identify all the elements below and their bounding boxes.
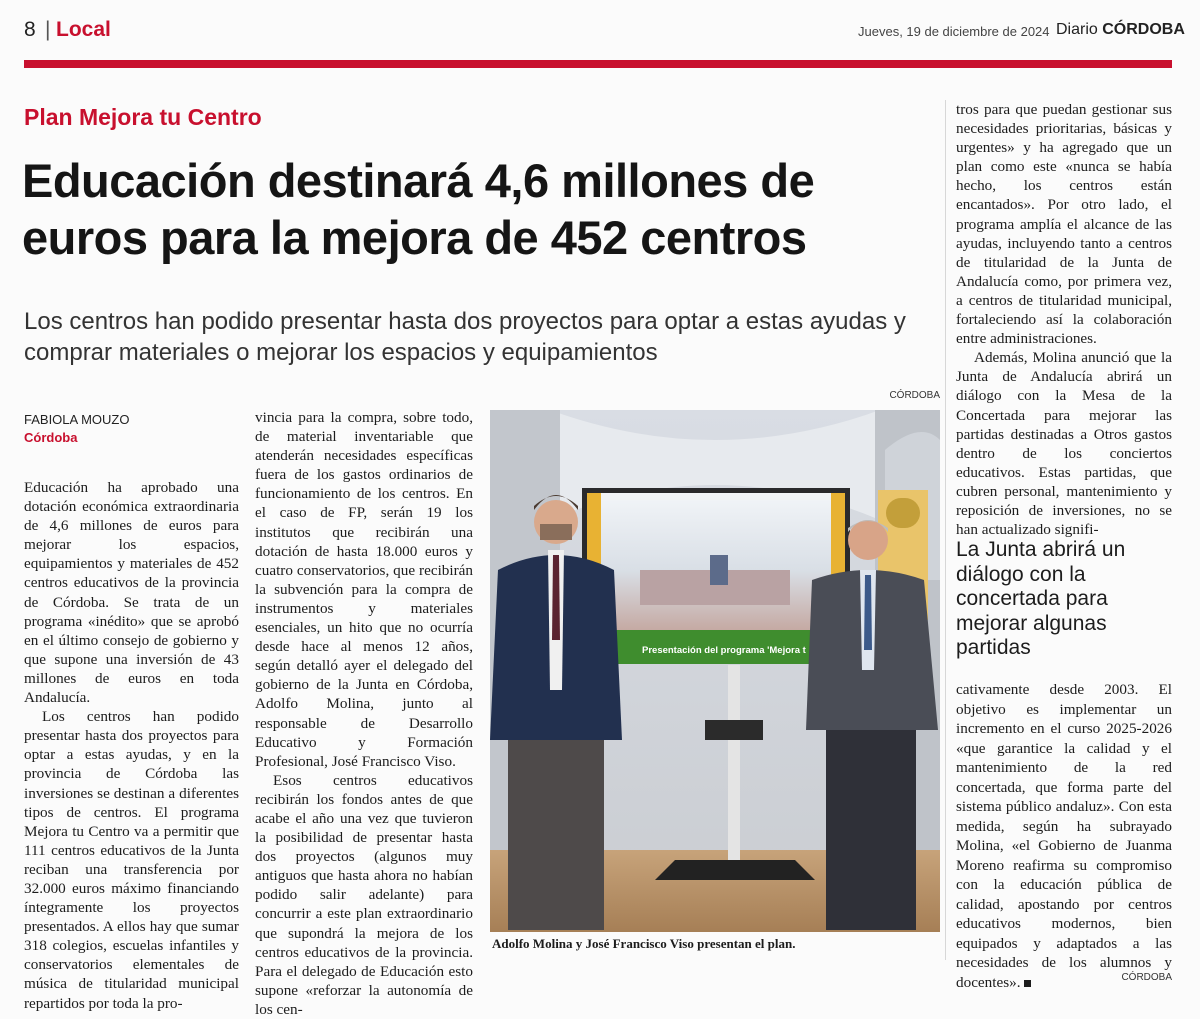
body-column-2 [255,408,473,1019]
newspaper-title: CÓRDOBA [1102,21,1185,38]
article-photo [490,410,940,932]
section-name: Local [56,18,111,41]
page-number: 8 [24,18,36,41]
paragraph: Además, Molina anunció que la Junta de Andalucía abrirá un diálogo con la Mesa de la Concertada para mejorar las partidas destinadas a Otros gastos dentro de los conciertos educativos. Estas partidas, que cubren personal, mantenimiento y reposición de inversiones, no se han actualizado signifi- [956,349,1172,539]
photo-banner-emblem [886,498,920,528]
paragraph-text: cativamente desde 2003. El objetivo es implementar un incremento en el curso 2025-2026 «que garantice la calidad y el mantenimiento de la red concertada, que forma parte del sistema público andaluz». Con esta medida, según ha subrayado Molina, «el Gobierno de Juanma Moreno reafirma su compromiso con la educación pública de calidad, apostando por centros educativos modernos, bien equipados y adaptados a las necesidades de los alumnos y docentes». [956,681,1172,991]
article-kicker: Plan Mejora tu Centro [24,104,262,130]
person-right-head [848,520,888,560]
footer-tag: CÓRDOBA [1121,972,1172,983]
article-deck: Los centros han podido presentar hasta dos proyectos para optar a estas ayudas y comprar materiales o mejorar los espacios y equipamientos [24,308,906,366]
paragraph [956,680,1172,992]
header-separator: | [45,18,51,41]
person-left-tie [552,555,560,640]
paragraph: tros para que puedan gestionar sus necesidades prioritarias, básicas y urgentes» y ha agregado que un plan como este «nunca se había hecho, los centros están encantados». Por otro lado, el programa amplía el alcance de las ayudas, incluyendo tanto a centros de titularidad de la Junta de Andalucía como, por primera vez, a centros de titularidad municipal, fortaleciendo así la colaboración entre administraciones. [956,101,1172,348]
tv-screen-text: Presentación del programa 'Mejora t [642,645,806,656]
tv-stand-base [655,860,815,880]
header-rule [24,60,1172,68]
body-column-1 [24,478,239,1013]
paragraph: Esos centros educativos recibirán los fondos antes de que acabe el año una vez que tuvieron la posibilidad de presentar hasta dos proyectos (algunos muy antiguos que hasta ahora no habían podido salir adelante) para concurrir a este plan extraordinario que supondrá la mejora de los centros educativos de la provincia. Para el delegado de Educación esto supone «reforzar la autonomía de los cen- [255,771,473,1018]
byline-location: Córdoba [24,430,78,445]
photo-caption: Adolfo Molina y José Francisco Viso presentan el plan. [492,936,796,951]
body-column-3-continued [956,680,1172,992]
byline-author: FABIOLA MOUZO [24,412,130,427]
person-left-beard [540,524,572,540]
person-right-tie [864,575,872,650]
source-tag: CÓRDOBA [889,390,940,401]
article-headline: Educación destinará 4,6 millones de euros para la mejora de 452 centros [22,154,815,264]
person-left-trousers [508,740,604,930]
paragraph: vincia para la compra, sobre todo, de material inventariable que atenderán necesidades específicas fuera de los gastos ordinarios de funcionamiento de los centros. En el caso de FP, serán 19 los institutos que recibirán una dotación de hasta 18.000 euros y cuatro conservatorios, que recibirán la subvención para la compra de instrumentos y materiales esenciales, un hito que no ocurría desde hace al menos 12 años, según detalló ayer el delegado del gobierno de la Junta en Córdoba, Adolfo Molina, junto al responsable de Desarrollo Educativo y Formación Profesional, José Francisco Viso. [255,409,473,770]
person-right-trousers [826,730,916,930]
tv-stand-tray [705,720,763,740]
end-of-article-mark [1024,980,1031,987]
newspaper-prefix: Diario [1056,21,1098,38]
issue-date: Jueves, 19 de diciembre de 2024 [858,24,1050,39]
newspaper-name [1056,21,1185,39]
paragraph: Los centros han podido presentar hasta dos proyectos para optar a estas ayudas, y en la provincia de Córdoba las inversiones se destinan a diferentes tipos de centros. El programa Mejora tu Centro va a permitir que 111 centros educativos de la Junta reciban una transferencia por 32.000 euros máximo financiando íntegramente los proyectos presentados. A ellos hay que sumar 318 colegios, escuelas infantiles y conservatorios elementales de música de titularidad municipal repartidos por toda la pro- [24,708,239,1012]
body-column-3 [956,100,1172,539]
tv-screen-screen [710,555,728,585]
tv-stand-pole [728,665,740,865]
pull-quote: La Junta abrirá un diálogo con la concertada para mejorar algunas partidas [956,538,1126,659]
paragraph: Educación ha aprobado una dotación económica extraordinaria de 4,6 millones de euros para mejorar los espacios, equipamientos y materiales de 452 centros educativos de la provincia de Córdoba. Se trata de un programa «inédito» que se aprobó en el último consejo de gobierno y que supone una inversión de 43 millones de euros en toda Andalucía. [24,479,239,707]
column-divider [945,100,946,960]
photo-illustration [490,410,940,932]
